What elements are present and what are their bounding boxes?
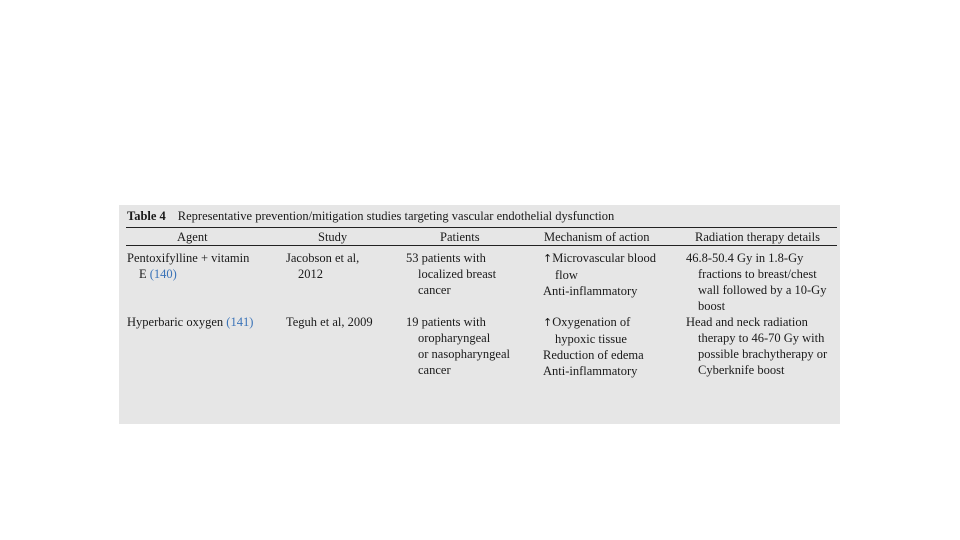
top-rule (126, 227, 837, 228)
header-mechanism: Mechanism of action (544, 230, 650, 244)
row1-agent-ref[interactable]: (140) (149, 267, 177, 281)
row2-agent-ref[interactable]: (141) (226, 315, 254, 329)
table-panel (119, 205, 840, 424)
header-agent: Agent (177, 230, 208, 244)
header-study: Study (318, 230, 348, 244)
row2-study: Teguh et al, 2009 (286, 315, 373, 329)
row2-rt-details: Head and neck radiation therapy to 46-70 Gy with possible brachytherapy or Cyberknife boost (686, 315, 828, 377)
header-rt-details: Radiation therapy details (695, 230, 820, 244)
header-rule (126, 245, 837, 246)
header-patients: Patients (440, 230, 480, 244)
row1-mechanism: ↑Microvascular blood flow Anti-inflammatory (543, 251, 657, 298)
row2-mechanism: ↑Oxygenation of hypoxic tissue Reduction of edema Anti-inflammatory (543, 315, 644, 378)
row2-agent: Hyperbaric oxygen (141) (127, 315, 254, 329)
table-label: Table 4 (127, 209, 166, 223)
row1-rt-details: 46.8-50.4 Gy in 1.8-Gy fractions to breast/chest wall followed by a 10-Gy boost (686, 251, 827, 313)
up-arrow-icon: ↑ (543, 252, 553, 265)
table-title: Representative prevention/mitigation studies targeting vascular endothelial dysfunction (177, 209, 615, 223)
table-caption (127, 209, 614, 224)
row2-patients: 19 patients with oropharyngeal or nasopharyngeal cancer (406, 315, 510, 377)
row1-patients: 53 patients with localized breast cancer (406, 251, 497, 297)
row1-agent: Pentoxifylline + vitamin E (140) (127, 251, 250, 281)
up-arrow-icon: ↑ (543, 316, 553, 329)
row1-study: Jacobson et al, 2012 (286, 251, 360, 281)
